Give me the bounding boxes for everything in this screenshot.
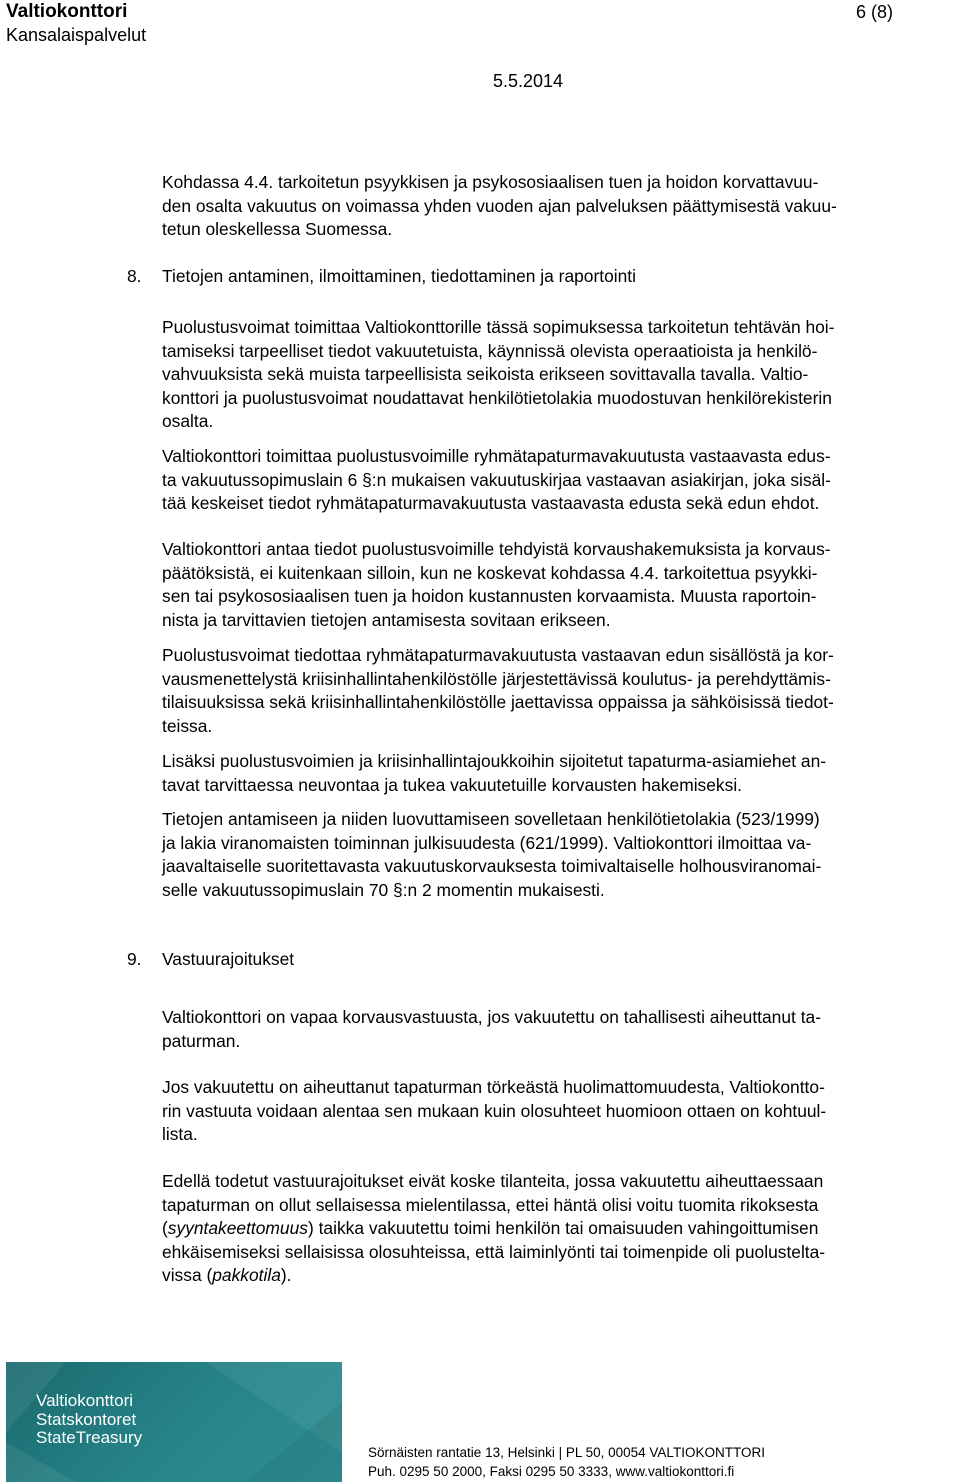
footer-contact: Puh. 0295 50 2000, Faksi 0295 50 3333, www.valtiokonttori.fi	[368, 1464, 735, 1479]
section-8-paragraph-4: Puolustusvoimat tiedottaa ryhmätapaturmavakuutusta vastaavan edun sisällöstä ja kor- vausmenettelystä kriisinhallintahenkilöstölle järjestettävissä koulutus- ja perehdyttämis- tilaisuuksissa sekä kriisinhallintahenkilöstölle jaettavissa oppaissa ja sähköisissä tiedot- teissa.	[162, 645, 834, 736]
logo-line-1: Valtiokonttori	[36, 1391, 134, 1410]
term-pakkotila: pakkotila	[212, 1265, 281, 1285]
logo-line-3: StateTreasury	[36, 1428, 143, 1447]
valtiokonttori-logo	[6, 1362, 342, 1482]
term-syyntakeettomuus: syyntakeettomuus	[167, 1218, 308, 1238]
section-9-paragraph-3-part-c: ).	[280, 1265, 292, 1285]
section-8-title: Tietojen antaminen, ilmoittaminen, tiedottaminen ja raportointi	[162, 266, 636, 286]
section-8-paragraph-5: Lisäksi puolustusvoimien ja kriisinhallintajoukkoihin sijoitetut tapaturma-asiamiehet an- tavat tarvittaessa neuvontaa ja tukea vakuutetuille korvausten hakemiseksi.	[162, 751, 827, 795]
document-date: 5.5.2014	[493, 71, 564, 91]
logo-text	[36, 1392, 142, 1448]
section-8-paragraph-3: Valtiokonttori antaa tiedot puolustusvoimille tehdyistä korvaushakemuksista ja korvaus- päätöksistä, ei kuitenkaan silloin, kun ne koskevat kohdassa 4.4. tarkoitettua psyykki- sen tai psykososiaalisen tuen ja hoidon kustannusten korvaamista. Muusta raportoin- nista ja tarvittavien tietojen antamisesta sovitaan erikseen.	[162, 539, 831, 630]
section-9-paragraph-3	[162, 1170, 958, 1288]
section-9-paragraph-1: Valtiokonttori on vapaa korvausvastuusta, jos vakuutettu on tahallisesti aiheuttanut ta- paturman.	[162, 1007, 821, 1051]
section-8-paragraph-2: Valtiokonttori toimittaa puolustusvoimille ryhmätapaturmavakuutusta vastaavasta edus- ta vakuutussopimuslain 6 §:n mukaisen vakuutuskirjaa vastaavan asiakirjan, joka sisäl- tää keskeiset tiedot ryhmätapaturmavakuutusta vastaavasta edusta sekä edun ehdot.	[162, 446, 831, 513]
section-8-paragraph-6: Tietojen antamiseen ja niiden luovuttamiseen sovelletaan henkilötietolakia (523/1999) ja lakia viranomaisten toiminnan julkisuudesta (621/1999). Valtiokonttori ilmoittaa va- jaavaltaiselle suoritettavasta vakuutuskorvauksesta toimivaltaiselle holhousviranomai- selle vakuutussopimuslain 70 §:n 2 momentin mukaisesti.	[162, 809, 822, 900]
section-8-paragraph-1: Puolustusvoimat toimittaa Valtiokonttorille tässä sopimuksessa tarkoitetun tehtävän hoi- tamiseksi tarpeelliset tiedot vakuutetuista, käynnissä olevista operaatioista ja henkilö- vahvuuksista sekä muista tarpeellisista seikoista erikseen sovittavalla tavalla. Valtio- konttori ja puolustusvoimat noudattavat henkilötietolakia muodostuvan henkilörekisterin osalta.	[162, 317, 835, 431]
section-9-number: 9.	[127, 949, 142, 969]
section-9-paragraph-3-part-a: Edellä todetut vastuurajoitukset eivät koske tilanteita, jossa vakuutettu aiheuttaessaan tapaturman on ollut sellaisessa mielentilassa, ettei häntä olisi voitu tuomita rikoksesta (	[162, 1171, 824, 1238]
section-9-paragraph-2: Jos vakuutettu on aiheuttanut tapaturman törkeästä huolimattomuudesta, Valtiokontto- rin vastuuta voidaan alentaa sen mukaan kuin olosuhteet huomioon ottaen on kohtuul- lista.	[162, 1077, 827, 1144]
page-number: 6 (8)	[856, 2, 894, 22]
header-unit: Kansalaispalvelut	[6, 25, 147, 45]
logo-line-2: Statskontoret	[36, 1409, 137, 1429]
footer-address: Sörnäisten rantatie 13, Helsinki | PL 50, 00054 VALTIOKONTTORI	[368, 1445, 765, 1460]
section-9-title: Vastuurajoitukset	[162, 949, 295, 969]
section-8-number: 8.	[127, 266, 142, 286]
header-org: Valtiokonttori	[6, 1, 128, 22]
intro-paragraph: Kohdassa 4.4. tarkoitetun psyykkisen ja psykososiaalisen tuen ja hoidon korvattavuu- den osalta vakuutus on voimassa yhden vuoden ajan palveluksen päättymisestä vakuu- tetun oleskellessa Suomessa.	[162, 172, 837, 239]
section-9-paragraph-3-part-b: ) taikka vakuutettu toimi henkilön tai omaisuuden vahingoittumisen ehkäisemiseksi sellaisissa olosuhteissa, että laiminlyönti tai toimenpide oli puolustelta- vissa (	[162, 1218, 826, 1285]
